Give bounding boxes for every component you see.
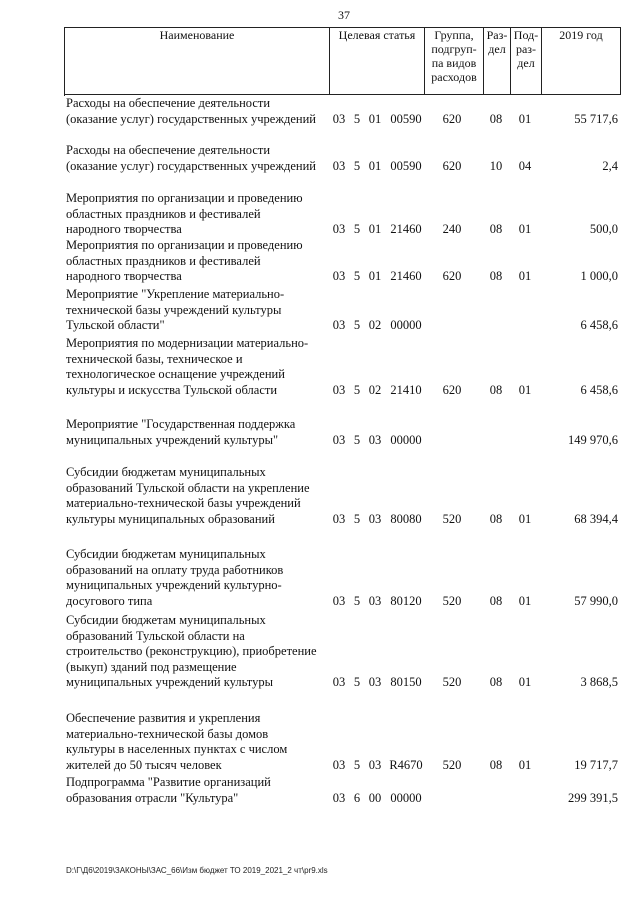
code-direction: 03 [368, 432, 382, 447]
code-program: 03 [332, 318, 346, 333]
expense-group: 520 [442, 757, 462, 772]
code-subprogram: 5 [353, 593, 361, 608]
page-number: 37 [338, 8, 350, 22]
code-direction: 01 [368, 158, 382, 173]
expense-group: 520 [442, 675, 462, 690]
code-subprogram: 5 [353, 432, 361, 447]
code-program: 03 [332, 111, 346, 126]
code-direction: 03 [368, 675, 382, 690]
header-section: Раз- дел [484, 28, 511, 95]
table-row [66, 547, 618, 609]
code-expense: 00590 [390, 111, 422, 126]
code-expense: 00000 [390, 432, 422, 447]
code-subprogram: 5 [353, 675, 361, 690]
code-subprogram: 5 [353, 269, 361, 284]
amount-2019: 68 394,4 [574, 511, 618, 526]
row-name: Подпрограмма "Развитие организаций образования отрасли "Культура" [66, 775, 271, 805]
section-code: 08 [489, 511, 503, 526]
code-program: 03 [332, 432, 346, 447]
amount-2019: 299 391,5 [568, 790, 618, 805]
table-row [66, 775, 618, 806]
amount-2019: 19 717,7 [574, 757, 618, 772]
header-subsection: Под- раз- дел [511, 28, 542, 95]
section-code: 08 [489, 757, 503, 772]
code-program: 03 [332, 382, 346, 397]
code-direction: 03 [368, 511, 382, 526]
code-subprogram: 5 [353, 111, 361, 126]
row-name: Расходы на обеспечение деятельности (оказание услуг) государственных учреждений [66, 96, 316, 126]
code-subprogram: 5 [353, 158, 361, 173]
expense-group: 620 [442, 158, 462, 173]
row-name: Обеспечение развития и укрепления материально-технической базы домов культуры в населенных пунктах с числом жителей до 50 тысяч человек [66, 711, 288, 772]
table-row [66, 287, 618, 334]
code-program: 03 [332, 158, 346, 173]
amount-2019: 55 717,6 [574, 111, 618, 126]
amount-2019: 500,0 [589, 222, 618, 237]
code-direction: 01 [368, 111, 382, 126]
subsection-code: 01 [518, 511, 532, 526]
section-code: 08 [489, 593, 503, 608]
subsection-code: 01 [518, 675, 532, 690]
code-expense: 21410 [390, 382, 422, 397]
header-name: Наименование [65, 28, 330, 95]
code-subprogram: 5 [353, 382, 361, 397]
code-expense: 80080 [390, 511, 422, 526]
expense-group: 620 [442, 269, 462, 284]
code-expense: 00000 [390, 318, 422, 333]
subsection-code: 01 [518, 111, 532, 126]
code-direction: 02 [368, 318, 382, 333]
table-row [66, 613, 618, 691]
table-row [66, 336, 618, 398]
table-row [66, 191, 618, 238]
section-code: 08 [489, 222, 503, 237]
expense-group: 240 [442, 222, 462, 237]
code-subprogram: 5 [353, 318, 361, 333]
table-row [66, 238, 618, 285]
row-name: Мероприятие "Государственная поддержка муниципальных учреждений культуры" [66, 417, 296, 447]
table-row [66, 711, 618, 773]
table-header [64, 27, 621, 96]
header-group: Группа, подгруп- па видов расходов [425, 28, 484, 95]
section-code: 08 [489, 675, 503, 690]
row-name: Мероприятия по организации и проведению областных праздников и фестивалей народного творчества [66, 238, 303, 284]
code-subprogram: 5 [353, 511, 361, 526]
expense-group: 520 [442, 511, 462, 526]
row-name: Расходы на обеспечение деятельности (оказание услуг) государственных учреждений [66, 143, 316, 173]
subsection-code: 01 [518, 593, 532, 608]
code-program: 03 [332, 790, 346, 805]
row-name: Мероприятия по организации и проведению областных праздников и фестивалей народного творчества [66, 191, 303, 237]
subsection-code: 04 [518, 158, 532, 173]
expense-group: 620 [442, 382, 462, 397]
code-expense: 80120 [390, 593, 422, 608]
file-path-footer: D:\Г\Д6\2019\ЗАКОНЫ\ЗАС_66\Изм бюджет ТО 2019_2021_2 чт\pr9.xls [66, 866, 328, 875]
row-name: Мероприятия по модернизации материально- технической базы, техническое и технологическое оснащение учреждений культуры и искусства Тульской области [66, 336, 309, 397]
header-year: 2019 год [542, 28, 621, 95]
code-subprogram: 5 [353, 757, 361, 772]
code-direction: 02 [368, 382, 382, 397]
code-program: 03 [332, 269, 346, 284]
table-row [66, 96, 618, 127]
amount-2019: 1 000,0 [580, 269, 618, 284]
row-name: Субсидии бюджетам муниципальных образований на оплату труда работников муниципальных учреждений культурно- досугового типа [66, 547, 284, 608]
code-expense: 21460 [390, 222, 422, 237]
row-name: Мероприятие "Укрепление материально- технической базы учреждений культуры Тульской области" [66, 287, 285, 333]
section-code: 08 [489, 269, 503, 284]
header-target-article: Целевая статья [330, 28, 425, 95]
code-expense: 00590 [390, 158, 422, 173]
row-name: Субсидии бюджетам муниципальных образований Тульской области на укрепление материально-технической базы учреждений культуры муниципальных образований [66, 465, 310, 526]
code-direction: 01 [368, 269, 382, 284]
subsection-code: 01 [518, 382, 532, 397]
code-direction: 03 [368, 757, 382, 772]
code-subprogram: 6 [353, 790, 361, 805]
amount-2019: 3 868,5 [580, 675, 618, 690]
section-code: 10 [489, 158, 503, 173]
subsection-code: 01 [518, 757, 532, 772]
code-expense: 21460 [390, 269, 422, 284]
code-subprogram: 5 [353, 222, 361, 237]
code-expense: R4670 [389, 757, 423, 772]
subsection-code: 01 [518, 269, 532, 284]
amount-2019: 6 458,6 [580, 382, 618, 397]
amount-2019: 6 458,6 [580, 318, 618, 333]
code-program: 03 [332, 675, 346, 690]
subsection-code: 01 [518, 222, 532, 237]
table-row [66, 465, 618, 527]
amount-2019: 2,4 [602, 158, 618, 173]
code-program: 03 [332, 593, 346, 608]
row-name: Субсидии бюджетам муниципальных образований Тульской области на строительство (реконструкцию), приобретение (выкуп) зданий под размещение муниципальных учреждений культуры [66, 613, 317, 690]
table-row [66, 417, 618, 448]
code-direction: 03 [368, 593, 382, 608]
section-code: 08 [489, 111, 503, 126]
code-direction: 00 [368, 790, 382, 805]
code-program: 03 [332, 222, 346, 237]
code-program: 03 [332, 757, 346, 772]
expense-group: 520 [442, 593, 462, 608]
section-code: 08 [489, 382, 503, 397]
amount-2019: 57 990,0 [574, 593, 618, 608]
amount-2019: 149 970,6 [568, 432, 618, 447]
table-row [66, 143, 618, 174]
code-expense: 80150 [390, 675, 422, 690]
code-program: 03 [332, 511, 346, 526]
expense-group: 620 [442, 111, 462, 126]
code-expense: 00000 [390, 790, 422, 805]
code-direction: 01 [368, 222, 382, 237]
